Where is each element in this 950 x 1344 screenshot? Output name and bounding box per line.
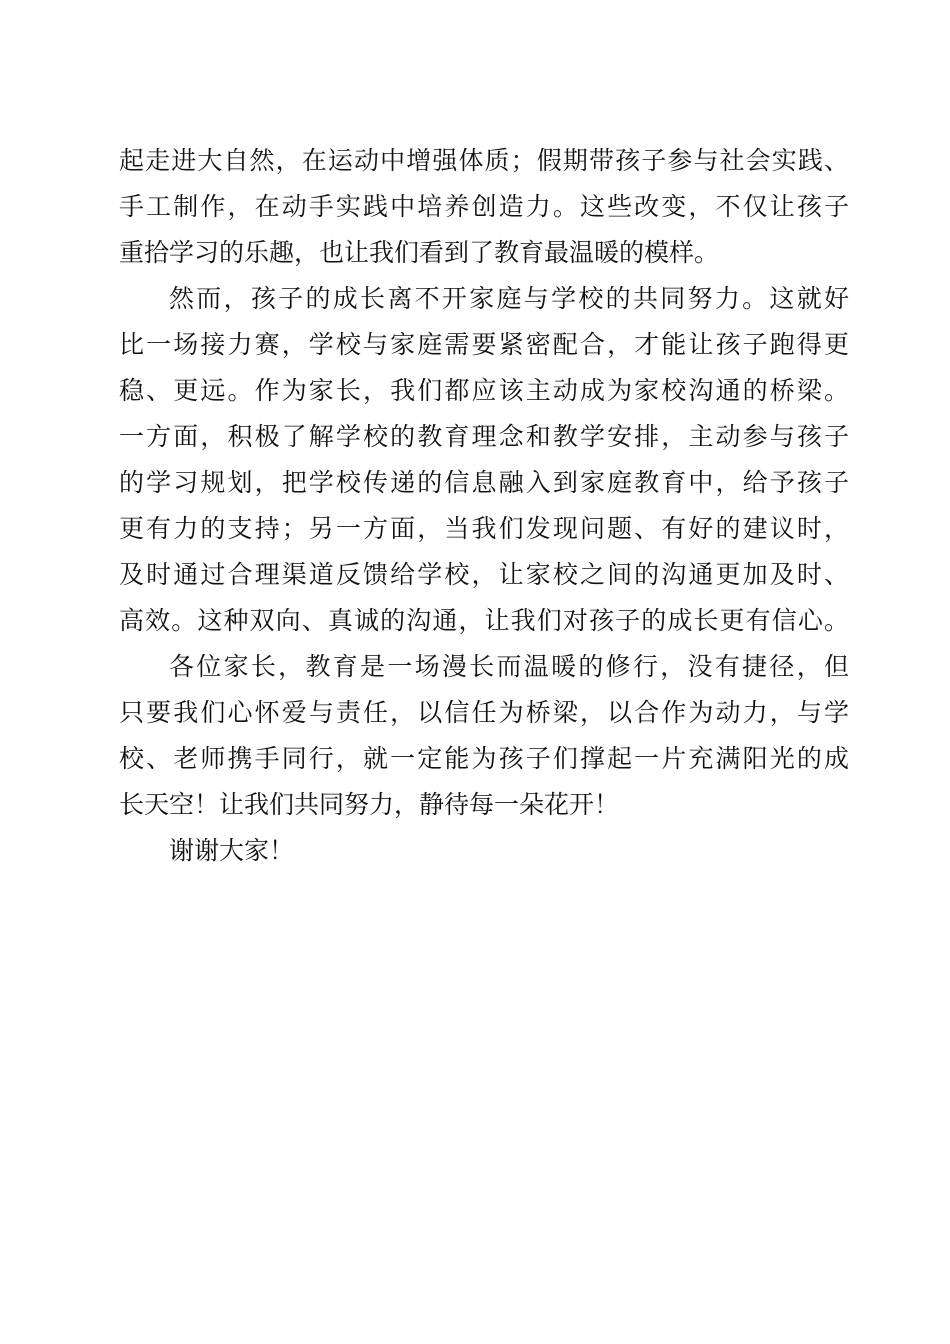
text-line: 及时通过合理渠道反馈给学校，让家校之间的沟通更加及时、 (119, 560, 849, 589)
text-line: 的学习规划，把学校传递的信息融入到家庭教育中，给予孩子 (119, 468, 849, 497)
text-line: 只要我们心怀爱与责任，以信任为桥梁，以合作为动力，与学 (119, 698, 849, 727)
text-line: 一方面，积极了解学校的教育理念和教学安排，主动参与孩子 (119, 422, 849, 451)
text-line: 重拾学习的乐趣，也让我们看到了教育最温暖的模样。 (119, 238, 720, 267)
text-line: 高效。这种双向、真诚的沟通，让我们对孩子的成长更有信心。 (119, 606, 849, 635)
text-line: 比一场接力赛，学校与家庭需要紧密配合，才能让孩子跑得更 (119, 330, 849, 359)
text-line: 长天空！让我们共同努力，静待每一朵花开！ (119, 790, 620, 819)
closing-line: 谢谢大家！ (169, 836, 295, 865)
paragraph-first-line: 然而，孩子的成长离不开家庭与学校的共同努力。这就好 (169, 284, 849, 313)
document-body (119, 138, 849, 874)
text-line: 更有力的支持；另一方面，当我们发现问题、有好的建议时， (119, 514, 849, 543)
text-line: 校、老师携手同行，就一定能为孩子们撑起一片充满阳光的成 (119, 744, 849, 773)
paragraph-first-line: 各位家长，教育是一场漫长而温暖的修行，没有捷径，但 (169, 652, 849, 681)
text-line: 手工制作，在动手实践中培养创造力。这些改变，不仅让孩子 (119, 192, 849, 221)
text-line: 稳、更远。作为家长，我们都应该主动成为家校沟通的桥梁。 (119, 376, 849, 405)
text-line: 起走进大自然，在运动中增强体质；假期带孩子参与社会实践、 (119, 146, 849, 175)
